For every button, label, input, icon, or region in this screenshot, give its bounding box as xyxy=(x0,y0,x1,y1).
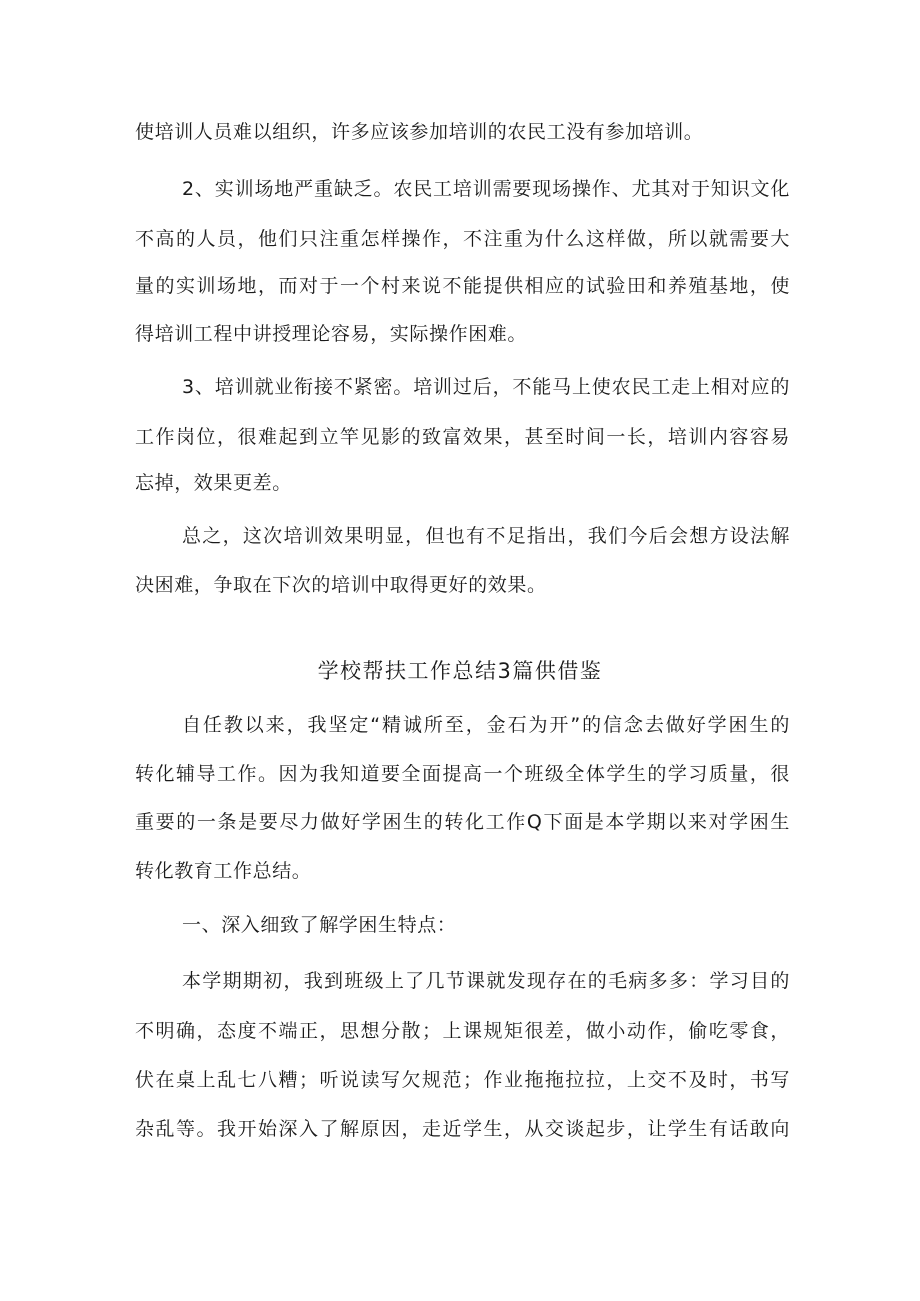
paragraph-line: 自任教以来，我坚定“精诚所至，金石为开”的信念去做好学困生的 xyxy=(182,714,790,736)
paragraph-line: 本学期期初，我到班级上了几节课就发现存在的毛病多多：学习目的 xyxy=(182,970,790,992)
subsection-heading: 一、深入细致了解学困生特点： xyxy=(182,914,457,936)
paragraph-line: 工作岗位，很难起到立竿见影的致富效果，甚至时间一长，培训内容容易 xyxy=(135,426,790,448)
paragraph-line: 伏在桌上乱七八糟；听说读写欠规范；作业拖拖拉拉，上交不及时，书写 xyxy=(135,1069,790,1091)
paragraph-line: 使培训人员难以组织，许多应该参加培训的农民工没有参加培训。 xyxy=(135,121,704,143)
paragraph-line: 总之，这次培训效果明显，但也有不足指出，我们今后会想方设法解 xyxy=(182,525,790,547)
paragraph-line: 杂乱等。我开始深入了解原因，走近学生，从交谈起步，让学生有话敢向 xyxy=(135,1118,790,1140)
paragraph-line: 忘掉，效果更差。 xyxy=(135,472,292,494)
paragraph-line: 重要的一条是要尽力做好学困生的转化工作Q下面是本学期以来对学困生 xyxy=(135,811,790,833)
paragraph-line: 转化辅导工作。因为我知道要全面提高一个班级全体学生的学习质量，很 xyxy=(135,763,790,785)
paragraph-line: 不高的人员，他们只注重怎样操作，不注重为什么这样做，所以就需要大 xyxy=(135,228,790,250)
paragraph-line: 得培训工程中讲授理论容易，实际操作困难。 xyxy=(135,323,528,345)
paragraph-line: 不明确，态度不端正，思想分散；上课规矩很差，做小动作，偷吃零食， xyxy=(135,1020,790,1042)
paragraph-line: 3、培训就业衔接不紧密。培训过后，不能马上使农民工走上相对应的 xyxy=(182,376,790,398)
paragraph-line: 2、实训场地严重缺乏。农民工培训需要现场操作、尤其对于知识文化 xyxy=(182,178,790,200)
paragraph-line: 量的实训场地，而对于一个村来说不能提供相应的试验田和养殖基地，使 xyxy=(135,275,790,297)
section-title: 学校帮扶工作总结3篇供借鉴 xyxy=(317,659,603,683)
paragraph-line: 转化教育工作总结。 xyxy=(135,860,312,882)
paragraph-line: 决困难，争取在下次的培训中取得更好的效果。 xyxy=(135,574,547,596)
